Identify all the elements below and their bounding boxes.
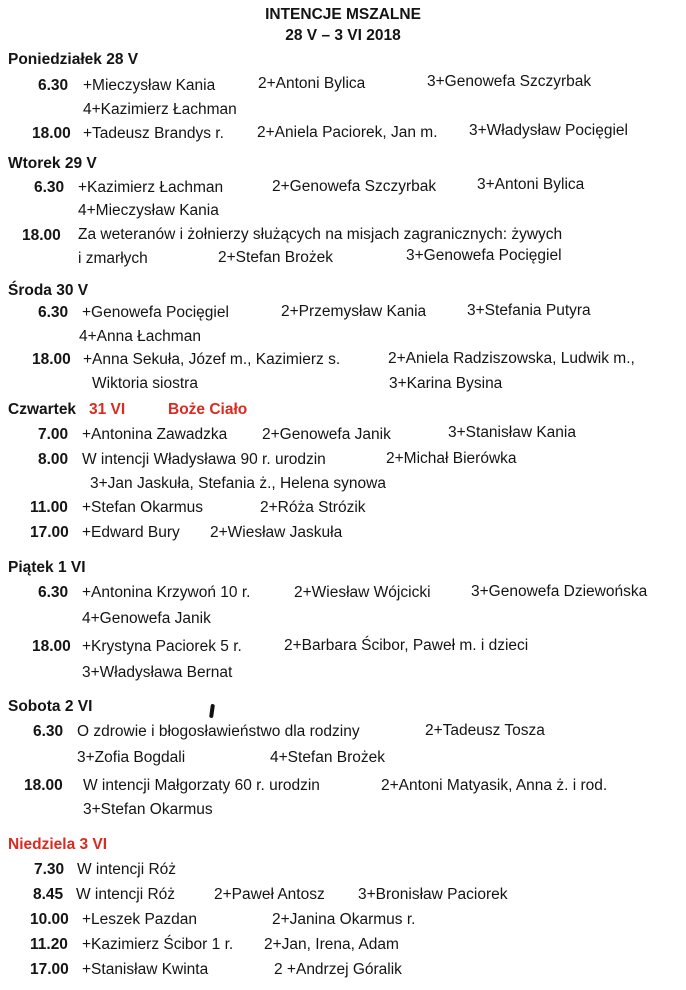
intention: O zdrowie i błogosławieństwo dla rodziny xyxy=(77,723,360,740)
mass-time: 18.00 xyxy=(32,638,71,655)
intention: 2+Wiesław Wójcicki xyxy=(294,584,431,601)
intention: 2+Barbara Ścibor, Paweł m. i dzieci xyxy=(284,637,529,654)
intention: +Krystyna Paciorek 5 r. xyxy=(82,638,242,655)
intention: 4+Anna Łachman xyxy=(79,328,201,345)
intention: 3+Stanisław Kania xyxy=(448,424,576,441)
intention: 2+Michał Bierówka xyxy=(386,450,517,467)
intention: 2+Antoni Matyasik, Anna ż. i rod. xyxy=(381,777,608,794)
day-heading-tuesday: Wtorek 29 V xyxy=(8,155,97,172)
intention: i zmarłych xyxy=(78,250,148,267)
intention: +Antonina Zawadzka xyxy=(82,426,228,443)
intention: +Genowefa Pocięgiel xyxy=(82,304,229,321)
intention: +Kazimierz Ścibor 1 r. xyxy=(82,936,234,953)
intention: 2+Antoni Bylica xyxy=(258,75,366,92)
intention: +Stanisław Kwinta xyxy=(82,961,209,978)
intention: +Leszek Pazdan xyxy=(82,911,198,928)
intention: 2+Paweł Antosz xyxy=(214,886,325,903)
intention: 4+Kazimierz Łachman xyxy=(83,101,237,118)
day-heading-saturday: Sobota 2 VI xyxy=(8,698,93,715)
mass-time: 7.00 xyxy=(38,426,69,443)
mass-time: 6.30 xyxy=(38,77,69,94)
mass-time: 8.45 xyxy=(33,886,64,903)
intention: +Stefan Okarmus xyxy=(82,499,204,516)
intention: 2+Stefan Brożek xyxy=(218,249,334,266)
page-title: INTENCJE MSZALNE xyxy=(265,6,421,23)
intention: 3+Genowefa Pocięgiel xyxy=(406,247,562,264)
intention: 3+Karina Bysina xyxy=(389,375,503,392)
intention: 4+Mieczysław Kania xyxy=(78,202,219,219)
mass-time: 10.00 xyxy=(30,911,69,928)
mass-time: 6.30 xyxy=(38,304,69,321)
day-heading-monday: Poniedziałek 28 V xyxy=(8,51,139,68)
intention: 2+Aniela Radziszowska, Ludwik m., xyxy=(388,350,635,367)
intention: 2+Janina Okarmus r. xyxy=(272,911,416,928)
mass-time: 17.00 xyxy=(30,524,69,541)
intention: 3+Genowefa Dziewońska xyxy=(471,583,648,600)
intention: +Edward Bury xyxy=(82,524,180,541)
intention: W intencji Róż xyxy=(76,886,176,903)
mass-time: 18.00 xyxy=(32,125,71,142)
mass-time: 11.20 xyxy=(30,936,68,953)
intention: 2+Aniela Paciorek, Jan m. xyxy=(257,124,438,141)
intention: 3+Antoni Bylica xyxy=(477,176,585,193)
mass-time: 6.30 xyxy=(33,723,64,740)
intention: 2+Przemysław Kania xyxy=(281,303,427,320)
intention: 3+Zofia Bogdali xyxy=(77,749,186,766)
day-heading-sunday: Niedziela 3 VI xyxy=(8,836,108,853)
day-heading-wednesday: Środa 30 V xyxy=(8,282,89,299)
mass-time: 17.00 xyxy=(30,961,69,978)
intention: 4+Genowefa Janik xyxy=(82,610,211,627)
intention: 2+Wiesław Jaskuła xyxy=(210,524,343,541)
intention: 2+Genowefa Janik xyxy=(262,426,391,443)
intention: W intencji Małgorzaty 60 r. urodzin xyxy=(83,777,320,794)
intention: 2+Jan, Irena, Adam xyxy=(264,936,399,953)
intention: +Anna Sekuła, Józef m., Kazimierz s. xyxy=(83,351,341,368)
intention: 3+Jan Jaskuła, Stefania ż., Helena synowa xyxy=(90,475,386,492)
intention: 3+Władysława Bernat xyxy=(82,664,233,681)
intention: W intencji Władysława 90 r. urodzin xyxy=(82,451,326,468)
intention: +Mieczysław Kania xyxy=(83,77,216,94)
intention: 4+Stefan Brożek xyxy=(270,749,386,766)
intention: +Kazimierz Łachman xyxy=(78,179,224,196)
intention: +Tadeusz Brandys r. xyxy=(83,125,224,142)
mass-time: 11.00 xyxy=(30,499,68,516)
intention: 2 +Andrzej Góralik xyxy=(274,961,402,978)
feast-name: Boże Ciało xyxy=(168,401,248,418)
mass-time: 6.30 xyxy=(34,179,65,196)
mass-time: 18.00 xyxy=(32,351,71,368)
page-date-range: 28 V – 3 VI 2018 xyxy=(285,27,401,44)
mass-time: 6.30 xyxy=(38,584,69,601)
pen-mark xyxy=(209,704,215,718)
mass-time: 8.00 xyxy=(38,451,69,468)
mass-time: 18.00 xyxy=(22,227,61,244)
intention: Wiktoria siostra xyxy=(92,375,198,392)
feast-date: 31 VI xyxy=(89,401,126,418)
mass-time: 7.30 xyxy=(34,861,65,878)
intention: 3+Stefania Putyra xyxy=(467,302,591,319)
day-heading-thursday: Czwartek xyxy=(8,401,77,418)
intention: 2+Tadeusz Tosza xyxy=(425,722,545,739)
intention: Za weteranów i żołnierzy służących na misjach zagranicznych: żywych xyxy=(78,226,563,243)
intention: 3+Bronisław Paciorek xyxy=(358,886,508,903)
intention: 3+Władysław Pocięgiel xyxy=(469,122,628,139)
intention: 2+Róża Strózik xyxy=(260,499,366,516)
intention: 2+Genowefa Szczyrbak xyxy=(272,178,437,195)
mass-time: 18.00 xyxy=(24,777,63,794)
intention: 3+Genowefa Szczyrbak xyxy=(427,73,592,90)
intention: +Antonina Krzywoń 10 r. xyxy=(82,584,251,601)
intention: 3+Stefan Okarmus xyxy=(83,801,213,818)
intention: W intencji Róż xyxy=(77,861,177,878)
day-heading-friday: Piątek 1 VI xyxy=(8,559,86,576)
